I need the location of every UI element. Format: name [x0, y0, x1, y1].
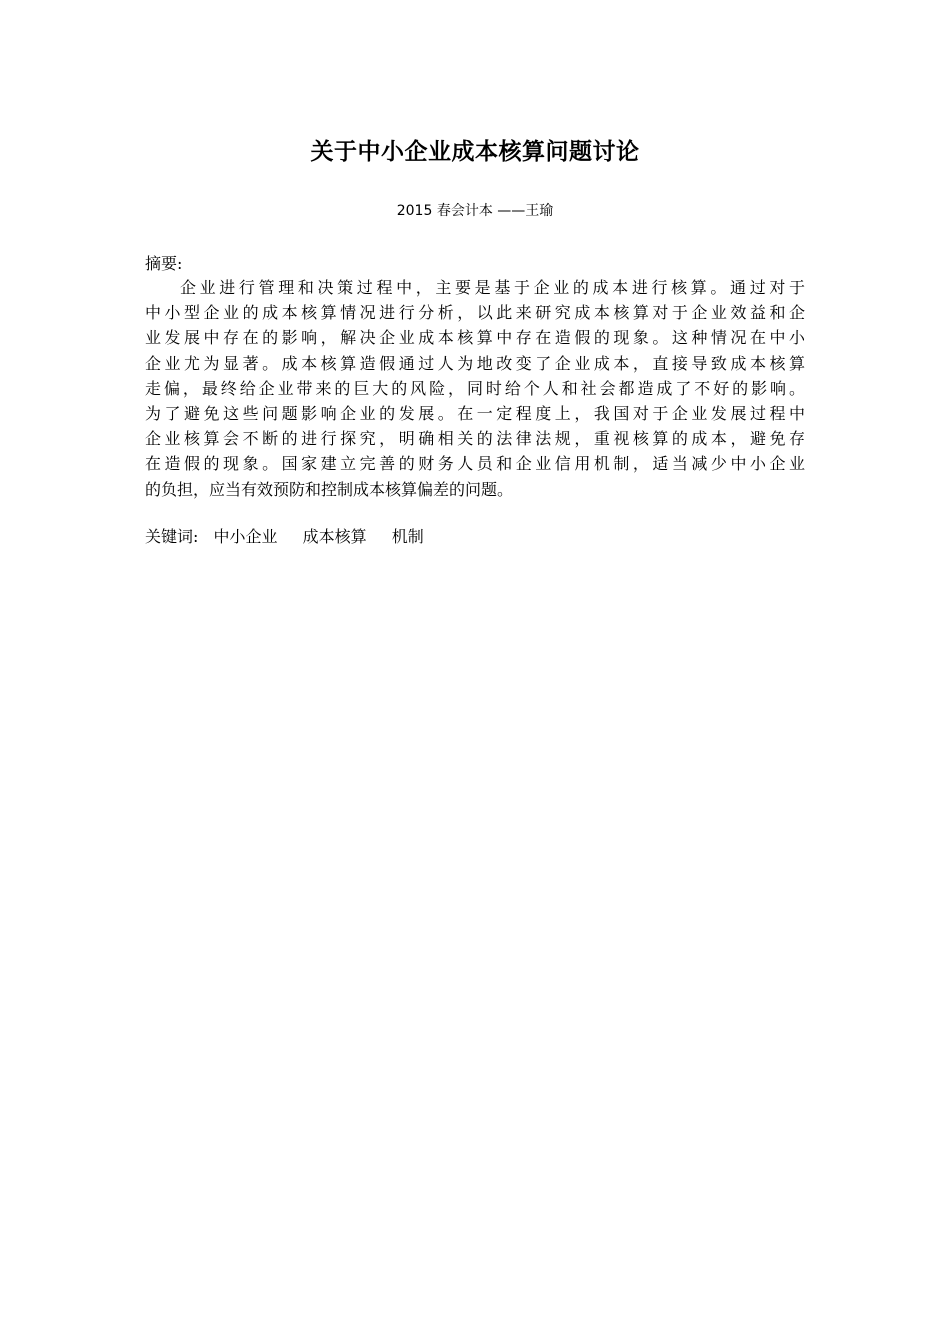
abstract-line: 企业尤为显著。成本核算造假通过人为地改变了企业成本，直接导致成本核算	[145, 353, 805, 373]
keyword-item: 中小企业	[213, 527, 278, 546]
keyword-item: 成本核算	[302, 527, 367, 546]
abstract-line: 的负担，应当有效预防和控制成本核算偏差的问题。	[145, 479, 514, 499]
abstract-line: 在造假的现象。国家建立完善的财务人员和企业信用机制，适当减少中小企业	[145, 454, 805, 474]
abstract-body	[145, 275, 805, 502]
abstract-label: 摘要:	[145, 254, 183, 273]
keywords-row	[145, 526, 444, 548]
abstract-line: 走偏，最终给企业带来的巨大的风险，同时给个人和社会都造成了不好的影响。	[145, 378, 805, 398]
author-line: 2015 春会计本 ——王瑜	[396, 203, 554, 219]
abstract-line: 业发展中存在的影响，解决企业成本核算中存在造假的现象。这种情况在中小	[145, 328, 805, 348]
keywords-label: 关键词:	[145, 527, 199, 546]
abstract-line: 企业进行管理和决策过程中，主要是基于企业的成本进行核算。通过对于	[180, 278, 805, 297]
abstract-line: 为了避免这些问题影响企业的发展。在一定程度上，我国对于企业发展过程中	[145, 404, 805, 424]
document-title: 关于中小企业成本核算问题讨论	[310, 139, 640, 165]
keyword-item: 机制	[391, 527, 424, 546]
abstract-line: 中小型企业的成本核算情况进行分析，以此来研究成本核算对于企业效益和企	[145, 303, 805, 323]
abstract-line: 企业核算会不断的进行探究，明确相关的法律法规，重视核算的成本，避免存	[145, 429, 805, 449]
